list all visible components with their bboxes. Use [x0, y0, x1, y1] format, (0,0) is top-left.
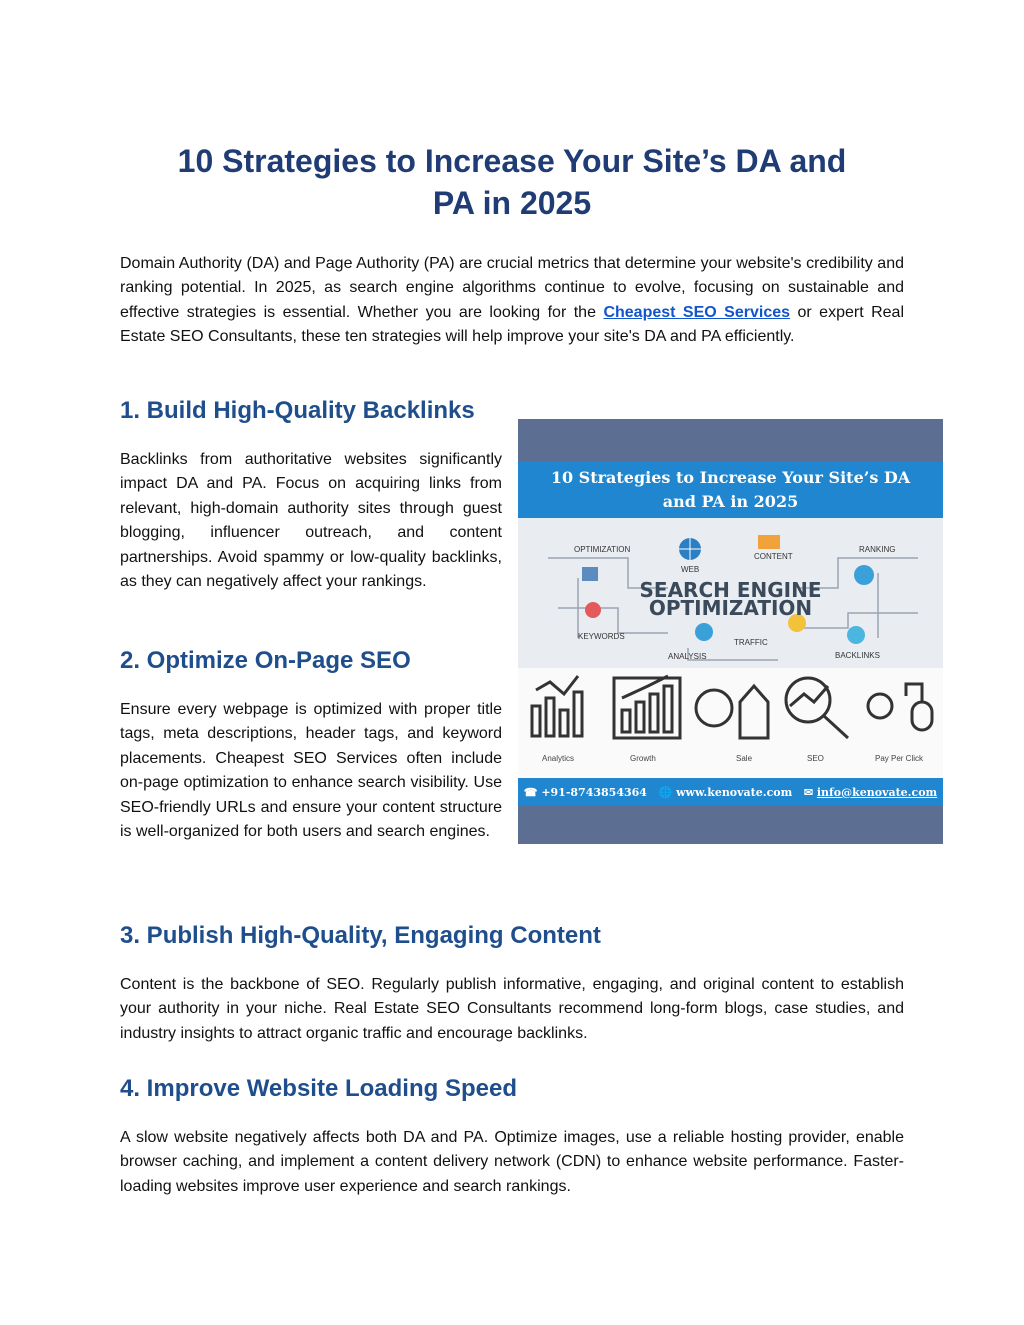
content-icon — [758, 535, 780, 549]
icon-label-pay-per-click: Pay Per Click — [875, 754, 924, 763]
website-address: 🌐 www.kenovate.com — [658, 785, 793, 799]
label-web: WEB — [681, 565, 700, 574]
intro-paragraph — [120, 252, 904, 350]
section-3-heading: 3. Publish High-Quality, Engaging Content — [120, 922, 601, 949]
icon-label-sale: Sale — [736, 754, 753, 763]
pay-per-click-icon — [868, 684, 932, 730]
seo-banner-image — [518, 419, 943, 844]
cheapest-seo-services-link[interactable]: Cheapest SEO Services — [603, 303, 791, 321]
icon-label-seo: SEO — [807, 754, 824, 763]
icon-label-analytics: Analytics — [542, 754, 575, 763]
seo-illustration — [518, 518, 943, 668]
label-keywords: KEYWORDS — [578, 632, 625, 641]
label-analysis: ANALYSIS — [668, 652, 707, 661]
label-ranking: RANKING — [859, 545, 896, 554]
sale-icon — [696, 686, 768, 738]
banner-title-bar — [518, 462, 943, 518]
label-traffic: TRAFFIC — [734, 638, 768, 647]
label-optimization: OPTIMIZATION — [574, 545, 631, 554]
contact-bar — [518, 778, 943, 806]
seo-magnifier-icon — [786, 678, 848, 738]
section-2-body: Ensure every webpage is optimized with proper title tags, meta descriptions, header tags, and keyword placements. Cheapest SEO Services often include on-page optimization to enhance search visibility. Use SEO-friendly URLs and ensure your content structure is well-organized for both users and search engines. — [120, 701, 502, 841]
seo-icons — [518, 668, 943, 750]
banner-title-line1: 10 Strategies to Increase Your Site’s DA — [550, 468, 911, 487]
icon-label-growth: Growth — [630, 754, 656, 763]
page-title — [120, 140, 904, 224]
seo-title-line1: SEARCH ENGINE — [639, 578, 822, 602]
email-address: ✉ info@kenovate.com — [803, 785, 938, 799]
label-backlinks: BACKLINKS — [835, 651, 880, 660]
banner-title-line2: and PA in 2025 — [662, 492, 799, 511]
analytics-icon — [532, 676, 582, 736]
page-title-line2: PA in 2025 — [432, 185, 592, 221]
intro-text-start: Domain Authority (DA) and Page Authority (PA) are crucial metrics that determine your website's credibility and ranking potential. In 2025, as search engine algorithms continue to evolve, focusing on sustainable and effective strategies is essential. Whether you are looking for the — [120, 255, 904, 321]
section-1-heading: 1. Build High-Quality Backlinks — [120, 397, 475, 424]
page-title-line1: 10 Strategies to Increase Your Site’s DA and — [177, 143, 847, 179]
section-2-heading: 2. Optimize On-Page SEO — [120, 647, 411, 674]
code-icon — [582, 567, 598, 581]
seo-icons-row — [518, 668, 943, 778]
analysis-icon — [695, 623, 713, 641]
intro-text-end: or expert Real Estate SEO Consultants, these ten strategies will help improve your site's DA and PA efficiently. — [120, 303, 904, 346]
section-4-heading: 4. Improve Website Loading Speed — [120, 1075, 517, 1102]
section-4-body: A slow website negatively affects both DA and PA. Optimize images, use a reliable hosting provider, enable browser caching, and implement a content delivery network (CDN) to enhance website performance. Faster-loading websites improve user experience and search rankings. — [120, 1129, 904, 1195]
growth-icon — [614, 676, 680, 738]
phone-number: ☎ +91-8743854364 — [523, 785, 647, 799]
globe-icon — [679, 538, 701, 560]
seo-title-line2: OPTIMIZATION — [648, 596, 813, 620]
section-1-body: Backlinks from authoritative websites significantly impact DA and PA. Focus on acquiring links from relevant, high-domain authority sites through guest blogging, influencer outreach, and content partnerships. Avoid spammy or low-quality backlinks, as they can negatively affect your rankings. — [120, 451, 502, 591]
backlinks-icon — [847, 626, 865, 644]
section-3-body: Content is the backbone of SEO. Regularly publish informative, engaging, and original content to establish your authority in your niche. Real Estate SEO Consultants recommend long-form blogs, case studies, and industry insights to attract organic traffic and encourage backlinks. — [120, 976, 904, 1042]
label-content: CONTENT — [754, 552, 793, 561]
